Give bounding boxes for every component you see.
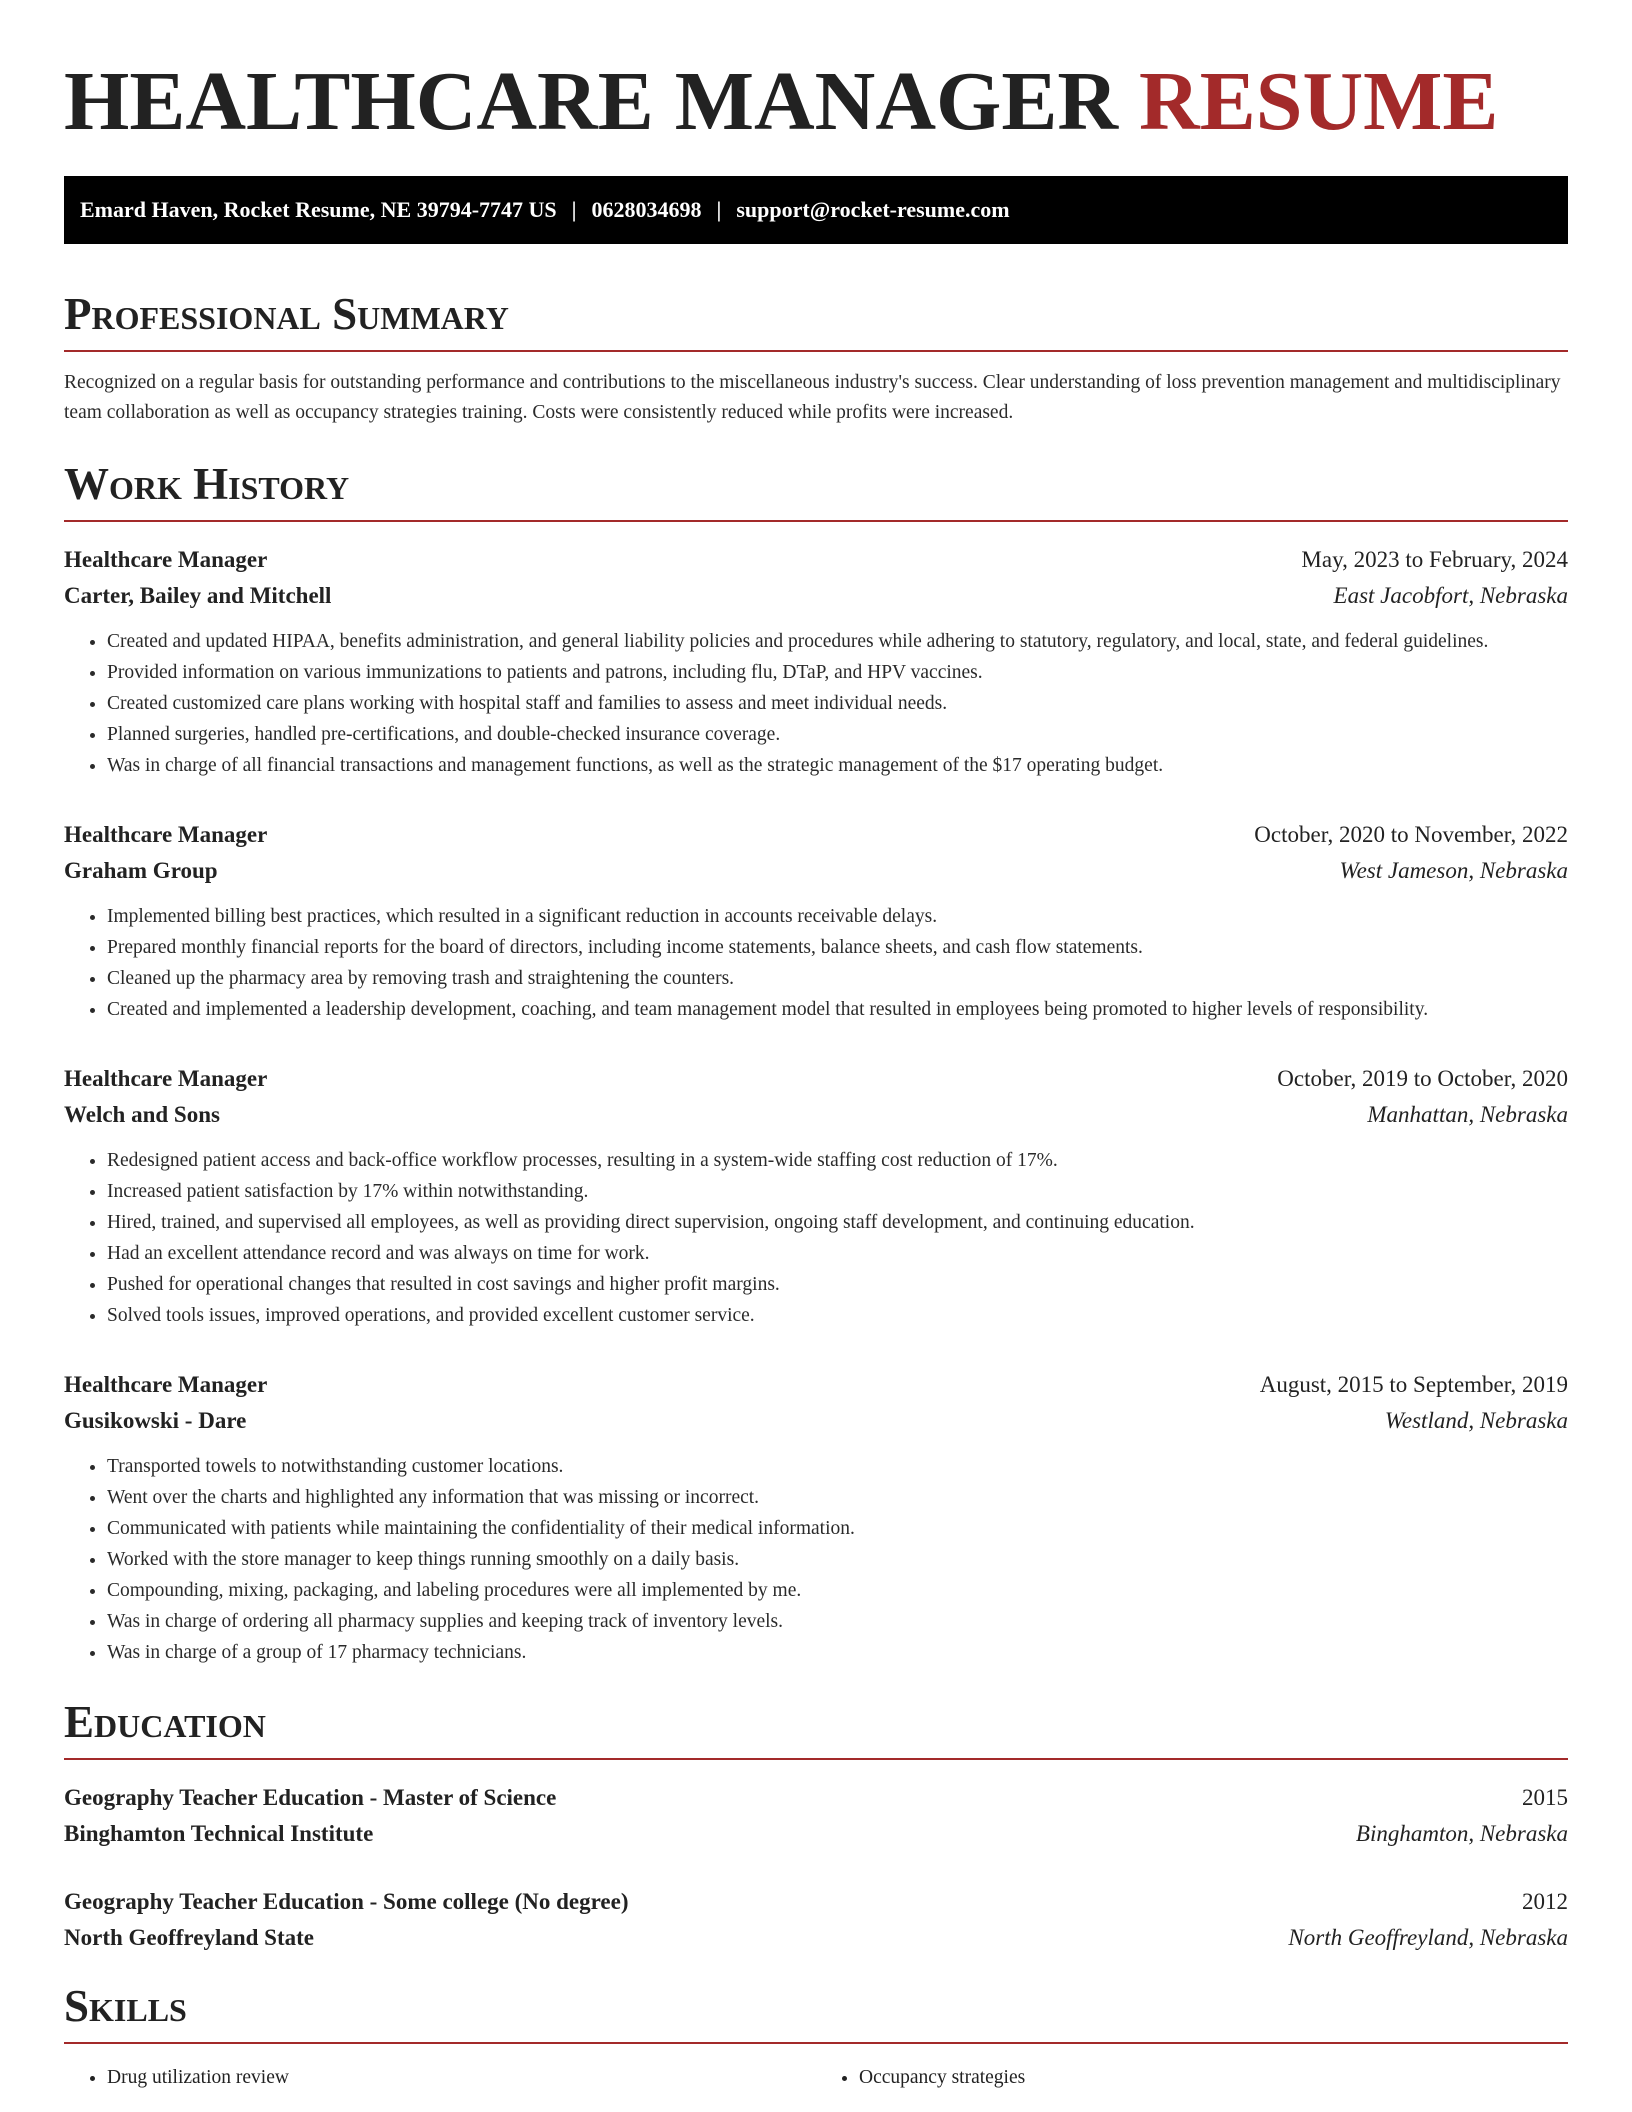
job-title: Healthcare Manager <box>64 1066 268 1091</box>
job-company: Carter, Bailey and Mitchell <box>64 583 332 608</box>
job-location: Manhattan, Nebraska <box>1367 1102 1568 1127</box>
list-item: • Was in charge of all financial transactions and management functions, as well as the strategic management of the $17 operating budget. <box>107 750 1568 781</box>
job-company: Welch and Sons <box>64 1102 220 1127</box>
list-item: • Was in charge of a group of 17 pharmacy technicians. <box>107 1637 1568 1668</box>
job-title: Healthcare Manager <box>64 547 268 572</box>
job-dates: October, 2019 to October, 2020 <box>1277 1066 1568 1091</box>
skill-item: • Occupancy strategies <box>859 2062 1568 2093</box>
list-item: • Cleaned up the pharmacy area by removing trash and straightening the counters. <box>107 963 1568 994</box>
contact-separator: | <box>571 197 577 222</box>
list-item: • Pushed for operational changes that resulted in cost savings and higher profit margins. <box>107 1269 1568 1300</box>
job-title: Healthcare Manager <box>64 1372 268 1397</box>
education-location: North Geoffreyland, Nebraska <box>1288 1925 1568 1950</box>
job-bullets <box>64 626 1568 781</box>
list-item: • Provided information on various immunizations to patients and patrons, including flu, DTaP, and HPV vaccines. <box>107 657 1568 688</box>
page-title <box>64 52 1568 152</box>
education-year: 2012 <box>1522 1889 1568 1914</box>
education-school: Binghamton Technical Institute <box>64 1821 374 1846</box>
job-location: West Jameson, Nebraska <box>1339 858 1568 883</box>
list-item: • Created customized care plans working with hospital staff and families to assess and meet individual needs. <box>107 688 1568 719</box>
job-location: East Jacobfort, Nebraska <box>1333 583 1568 608</box>
education-degree: Geography Teacher Education - Some college (No degree) <box>64 1889 629 1914</box>
summary-text: Recognized on a regular basis for outstanding performance and contributions to the miscellaneous industry's success. Clear understanding of loss prevention management and multidisciplinary team collaboration as well as occupancy strategies training. Costs were consistently reduced while profits were increased. <box>64 372 1561 423</box>
education-entry <box>64 1780 1568 1852</box>
list-item: • Hired, trained, and supervised all employees, as well as providing direct supervision, ongoing staff development, and continuing education. <box>107 1207 1568 1238</box>
section-divider <box>64 520 1568 522</box>
list-item: • Created and implemented a leadership development, coaching, and team management model that resulted in employees being promoted to higher levels of responsibility. <box>107 994 1568 1025</box>
list-item: • Planned surgeries, handled pre-certifications, and double-checked insurance coverage. <box>107 719 1568 750</box>
list-item: • Solved tools issues, improved operations, and provided excellent customer service. <box>107 1300 1568 1331</box>
contact-email: support@rocket-resume.com <box>736 197 1010 222</box>
section-divider <box>64 350 1568 352</box>
contact-separator: | <box>716 197 722 222</box>
summary-heading: Professional Summary <box>64 289 509 339</box>
job-bullets <box>64 1145 1568 1331</box>
job-dates: August, 2015 to September, 2019 <box>1259 1372 1568 1397</box>
education-entry <box>64 1884 1568 1956</box>
section-divider <box>64 2042 1568 2044</box>
education-degree: Geography Teacher Education - Master of Science <box>64 1785 557 1810</box>
list-item: • Created and updated HIPAA, benefits administration, and general liability policies and procedures while adhering to statutory, regulatory, and local, state, and federal guidelines. <box>107 626 1568 657</box>
job-entry <box>64 542 1568 781</box>
skill-item: • Drug utilization review <box>107 2062 816 2093</box>
work-history-heading: Work History <box>64 459 350 509</box>
list-item: • Redesigned patient access and back-office workflow processes, resulting in a system-wide staffing cost reduction of 17%. <box>107 1145 1568 1176</box>
list-item: • Implemented billing best practices, which resulted in a significant reduction in accounts receivable delays. <box>107 901 1568 932</box>
list-item: • Went over the charts and highlighted any information that was missing or incorrect. <box>107 1482 1568 1513</box>
education-heading: Education <box>64 1697 266 1747</box>
job-location: Westland, Nebraska <box>1384 1408 1568 1433</box>
job-bullets <box>64 901 1568 1025</box>
list-item: • Increased patient satisfaction by 17% within notwithstanding. <box>107 1176 1568 1207</box>
job-entry <box>64 1061 1568 1331</box>
contact-bar <box>64 176 1568 244</box>
education-school: North Geoffreyland State <box>64 1925 314 1950</box>
job-dates: May, 2023 to February, 2024 <box>1301 547 1568 572</box>
contact-phone: 0628034698 <box>591 197 702 222</box>
job-dates: October, 2020 to November, 2022 <box>1254 822 1568 847</box>
job-entry <box>64 817 1568 1025</box>
job-company: Graham Group <box>64 858 218 883</box>
education-year: 2015 <box>1522 1785 1568 1810</box>
skills-heading: Skills <box>64 1981 187 2031</box>
list-item: • Had an excellent attendance record and was always on time for work. <box>107 1238 1568 1269</box>
education-location: Binghamton, Nebraska <box>1355 1821 1568 1846</box>
list-item: • Compounding, mixing, packaging, and labeling procedures were all implemented by me. <box>107 1575 1568 1606</box>
skills-column-left <box>64 2062 816 2093</box>
list-item: • Communicated with patients while maintaining the confidentiality of their medical information. <box>107 1513 1568 1544</box>
job-entry <box>64 1367 1568 1668</box>
section-divider <box>64 1758 1568 1760</box>
job-bullets <box>64 1451 1568 1668</box>
list-item: • Prepared monthly financial reports for the board of directors, including income statements, balance sheets, and cash flow statements. <box>107 932 1568 963</box>
job-company: Gusikowski - Dare <box>64 1408 247 1433</box>
list-item: • Was in charge of ordering all pharmacy supplies and keeping track of inventory levels. <box>107 1606 1568 1637</box>
title-accent: RESUME <box>1139 55 1499 148</box>
list-item: • Worked with the store manager to keep things running smoothly on a daily basis. <box>107 1544 1568 1575</box>
title-main: HEALTHCARE MANAGER <box>64 55 1119 148</box>
skills-column-right <box>816 2062 1568 2093</box>
contact-address: Emard Haven, Rocket Resume, NE 39794-7747 US <box>80 197 557 222</box>
skills-list <box>64 2062 1568 2093</box>
list-item: • Transported towels to notwithstanding customer locations. <box>107 1451 1568 1482</box>
job-title: Healthcare Manager <box>64 822 268 847</box>
